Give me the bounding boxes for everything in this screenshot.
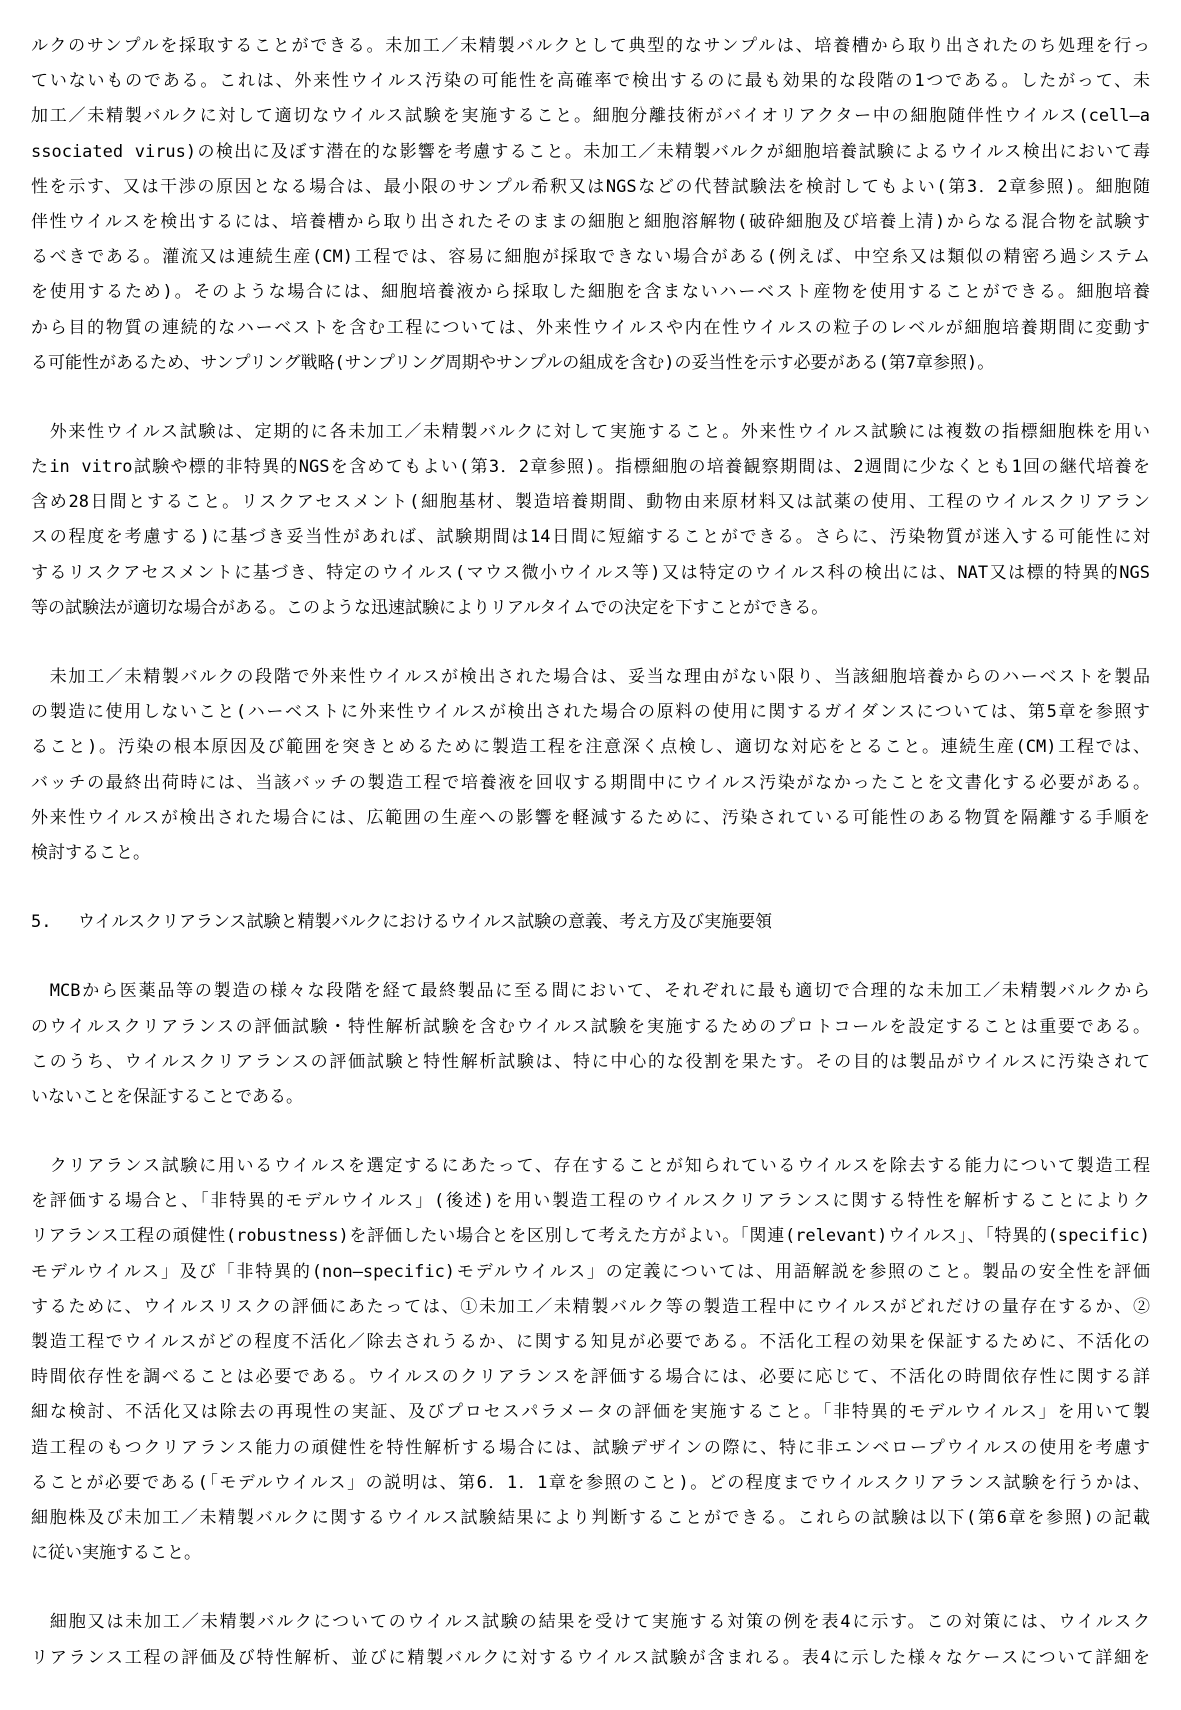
text-line: たin vitro試験や標的非特異的NGSを含めてもよい(第3．2章参照)。指標細胞の培養観察期間は、2週間に少なくとも1回の継代培養を xyxy=(31,457,1150,478)
text-line: バッチの最終出荷時には、当該バッチの製造工程で培養液を回収する期間中にウイルス汚染がなかったことを文書化する必要がある。 xyxy=(31,772,1150,793)
text-line: を評価する場合と、「非特異的モデルウイルス」(後述)を用い製造工程のウイルスクリアランスに関する特性を解析することによりク xyxy=(31,1191,1150,1212)
text-line: 性を示す、又は干渉の原因となる場合は、最小限のサンプル希釈又はNGSなどの代替試験法を検討してもよい(第3．2章参照)。細胞随 xyxy=(31,176,1150,197)
text-line: 細胞株及び未加工／未精製バルクに関するウイルス試験結果により判断することができる。これらの試験は以下(第6章を参照)の記載 xyxy=(31,1507,1150,1528)
text-line: 伴性ウイルスを検出するには、培養槽から取り出されたそのままの細胞と細胞溶解物(破砕細胞及び培養上清)からなる混合物を試験す xyxy=(31,211,1150,232)
text-line: MCBから医薬品等の製造の様々な段階を経て最終製品に至る間において、それぞれに最も適切で合理的な未加工／未精製バルクから xyxy=(31,981,1150,1002)
paragraph xyxy=(31,974,1150,1115)
section-title: ウイルスクリアランス試験と精製バルクにおけるウイルス試験の意義、考え方及び実施要領 xyxy=(78,912,773,933)
text-line: モデルウイルス」及び「非特異的(non—specific)モデルウイルス」の定義については、用語解説を参照のこと。製品の安全性を評価 xyxy=(31,1261,1150,1282)
text-line: 検討すること。 xyxy=(31,842,150,863)
section-number: 5. xyxy=(31,912,52,933)
paragraph xyxy=(31,415,1150,626)
paragraphs-after-section xyxy=(31,974,1150,1675)
text-line: 等の試験法が適切な場合がある。このような迅速試験によりリアルタイムでの決定を下すことができる。 xyxy=(31,597,829,618)
text-line: 外来性ウイルスが検出された場合には、広範囲の生産への影響を軽減するために、汚染されている可能性のある物質を隔離する手順を xyxy=(31,807,1150,828)
text-line: このうち、ウイルスクリアランスの評価試験と特性解析試験は、特に中心的な役割を果たす。その目的は製品がウイルスに汚染されて xyxy=(31,1051,1150,1072)
paragraph xyxy=(31,660,1150,871)
text-line: するために、ウイルスリスクの評価にあたっては、①未加工／未精製バルク等の製造工程中にウイルスがどれだけの量存在するか、② xyxy=(31,1296,1150,1317)
text-line: 加工／未精製バルクに対して適切なウイルス試験を実施すること。細胞分離技術がバイオリアクター中の細胞随伴性ウイルス(cell—a xyxy=(31,106,1150,127)
paragraph xyxy=(31,1605,1150,1675)
text-line: 含め28日間とすること。リスクアセスメント(細胞基材、製造培養期間、動物由来原材料又は試薬の使用、工程のウイルスクリアラン xyxy=(31,492,1150,513)
text-line: スの程度を考慮する)に基づき妥当性があれば、試験期間は14日間に短縮することができる。さらに、汚染物質が迷入する可能性に対 xyxy=(31,527,1150,548)
text-line: 外来性ウイルス試験は、定期的に各未加工／未精製バルクに対して実施すること。外来性ウイルス試験には複数の指標細胞株を用い xyxy=(31,421,1150,442)
text-line: ssociated virus)の検出に及ぼす潜在的な影響を考慮すること。未加工／未精製バルクが細胞培養試験によるウイルス検出において毒 xyxy=(31,141,1150,162)
text-line: 未加工／未精製バルクの段階で外来性ウイルスが検出された場合は、妥当な理由がない限り、当該細胞培養からのハーベストを製品 xyxy=(31,667,1150,687)
text-line: 細胞又は未加工／未精製バルクについてのウイルス試験の結果を受けて実施する対策の例を表4に示す。この対策には、ウイルスク xyxy=(31,1612,1150,1633)
text-line: クリアランス試験に用いるウイルスを選定するにあたって、存在することが知られているウイルスを除去する能力について製造工程 xyxy=(31,1156,1150,1177)
text-line: の製造に使用しないこと(ハーベストに外来性ウイルスが検出された場合の原料の使用に関するガイダンスについては、第5章を参照す xyxy=(31,702,1150,723)
text-line: ルクのサンプルを採取することができる。未加工／未精製バルクとして典型的なサンプルは、培養槽から取り出されたのち処理を行っ xyxy=(31,36,1150,56)
text-line: 製造工程でウイルスがどの程度不活化／除去されうるか、に関する知見が必要である。不活化工程の効果を保証するために、不活化の xyxy=(31,1332,1150,1352)
paragraph xyxy=(31,29,1150,381)
text-line: 細な検討、不活化又は除去の再現性の実証、及びプロセスパラメータの評価を実施すること。「非特異的モデルウイルス」を用いて製 xyxy=(31,1402,1150,1423)
text-line: するリスクアセスメントに基づき、特定のウイルス(マウス微小ウイルス等)又は特定のウイルス科の検出には、NAT又は標的特異的NGS xyxy=(31,562,1150,583)
text-line: から目的物質の連続的なハーベストを含む工程については、外来性ウイルスや内在性ウイルスの粒子のレベルが細胞培養期間に変動す xyxy=(31,317,1150,338)
text-line: るべきである。灌流又は連続生産(CM)工程では、容易に細胞が採取できない場合がある(例えば、中空糸又は類似の精密ろ過システム xyxy=(31,247,1150,268)
text-line: ること)。汚染の根本原因及び範囲を突きとめるために製造工程を注意深く点検し、適切な対応をとること。連続生産(CM)工程では、 xyxy=(31,737,1150,758)
section-heading xyxy=(31,905,1150,940)
text-line: リアランス工程の頑健性(robustness)を評価したい場合とを区別して考えた方がよい。「関連(relevant)ウイルス」、「特異的(specific) xyxy=(31,1226,1150,1247)
text-line: のウイルスクリアランスの評価試験・特性解析試験を含むウイルス試験を実施するためのプロトコールを設定することは重要である。 xyxy=(31,1016,1150,1037)
text-line: る可能性があるため、サンプリング戦略(サンプリング周期やサンプルの組成を含む)の妥当性を示す必要がある(第7章参照)。 xyxy=(31,352,995,373)
text-line: に従い実施すること。 xyxy=(31,1543,201,1564)
text-line: リアランス工程の評価及び特性解析、並びに精製バルクに対するウイルス試験が含まれる。表4に示した様々なケースについて詳細を xyxy=(31,1647,1150,1668)
paragraph xyxy=(31,1149,1150,1571)
text-line: 造工程のもつクリアランス能力の頑健性を特性解析する場合には、試験デザインの際に、特に非エンベロープウイルスの使用を考慮す xyxy=(31,1437,1150,1458)
text-line: を使用するため)。そのような場合には、細胞培養液から採取した細胞を含まないハーベスト産物を使用することができる。細胞培養 xyxy=(31,282,1150,303)
text-line: ていないものである。これは、外来性ウイルス汚染の可能性を高確率で検出するのに最も効果的な段階の1つである。したがって、未 xyxy=(31,71,1150,92)
paragraphs-before-section xyxy=(31,29,1150,871)
text-line: ることが必要である(「モデルウイルス」の説明は、第6．1．1章を参照のこと)。どの程度までウイルスクリアランス試験を行うかは、 xyxy=(31,1472,1150,1493)
document-body xyxy=(31,29,1150,1710)
text-line: いないことを保証することである。 xyxy=(31,1086,303,1107)
text-line: 時間依存性を調べることは必要である。ウイルスのクリアランスを評価する場合には、必要に応じて、不活化の時間依存性に関する詳 xyxy=(31,1367,1150,1388)
